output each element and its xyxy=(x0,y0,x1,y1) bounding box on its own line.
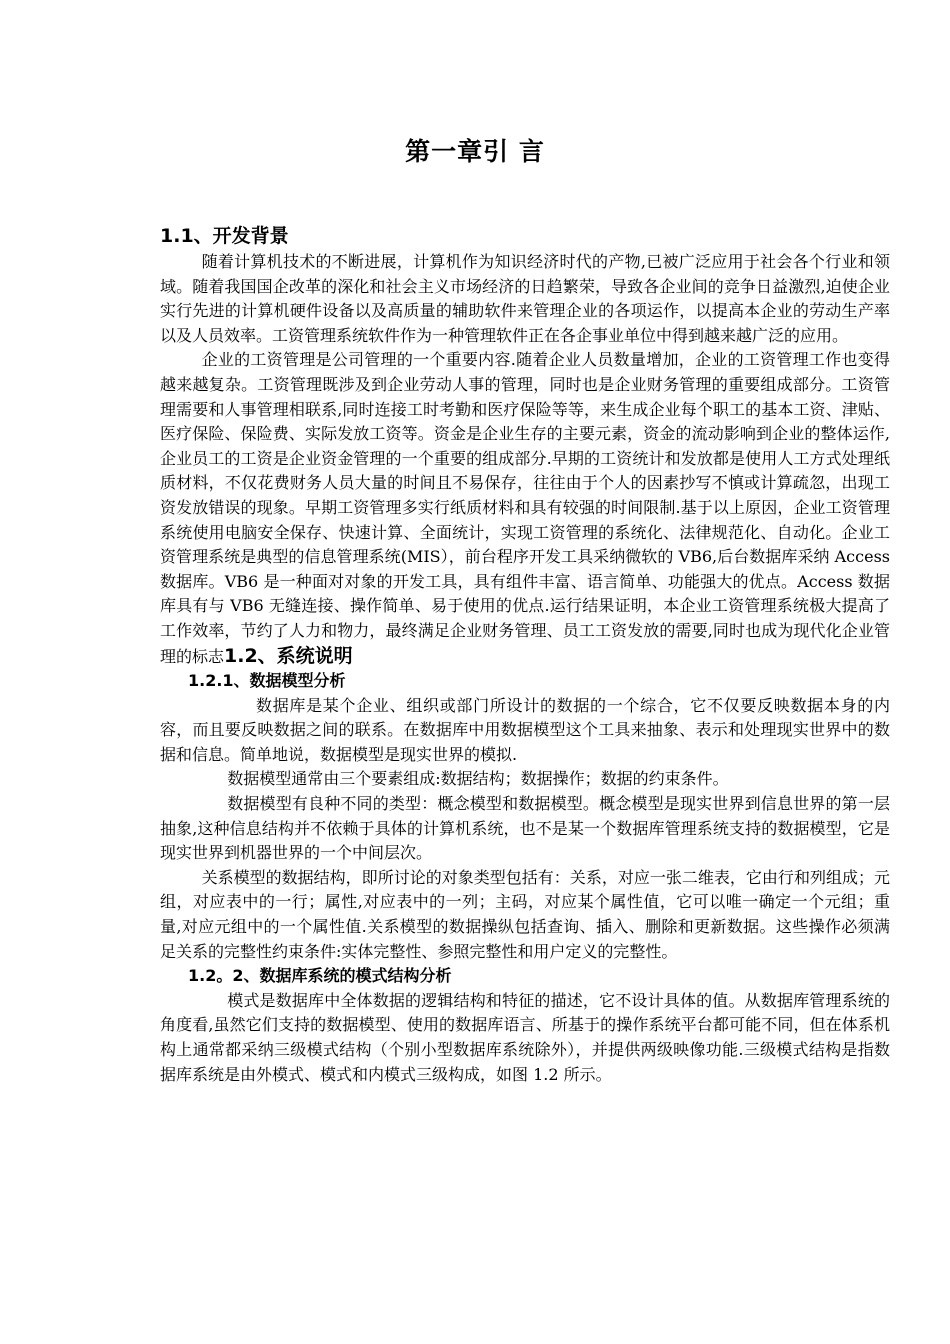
paragraph-schema-1: 模式是数据库中全体数据的逻辑结构和特征的描述，它不设计具体的值。从数据库管理系统的角度看,虽然它们支持的数据模型、使用的数据库语言、所基于的操作系统平台都可能不同，但在体系机构上通常都采纳三级模式结构（个别小型数据库系统除外），并提供两级映像功能.三级模式结构是指数据库系统是由外模式、模式和内模式三级构成，如图 1.2 所示。 xyxy=(160,990,890,1084)
paragraph-background-2 xyxy=(160,348,890,669)
chapter-title: 第一章引 言 xyxy=(405,137,545,166)
section-heading-1-2: 1.2、系统说明 xyxy=(224,644,353,667)
subsection-heading-1-2-2: 1.2。2、数据库系统的模式结构分析 xyxy=(188,966,452,986)
paragraph-background-1: 随着计算机技术的不断进展，计算机作为知识经济时代的产物,已被广泛应用于社会各个行业和领域。随着我国国企改革的深化和社会主义市场经济的日趋繁荣，导致各企业间的竞争日益激烈,迫使企业实行先进的计算机硬件设备以及高质量的辅助软件来管理企业的各项运作，以提高本企业的劳动生产率以及人员效率。工资管理系统软件作为一种管理软件正在各企事业单位中得到越来越广泛的应用。 xyxy=(160,252,890,345)
paragraph-data-model-2: 数据模型通常由三个要素组成:数据结构；数据操作；数据的约束条件。 xyxy=(227,769,729,789)
paragraph-data-model-4: 关系模型的数据结构，即所讨论的对象类型包括有：关系，对应一张二维表，它由行和列组成；元组，对应表中的一行；属性,对应表中的一列；主码，对应某个属性值，它可以唯一确定一个元组；重量,对应元组中的一个属性值.关系模型的数据操纵包括查询、插入、删除和更新数据。这些操作必须满足关系的完整性约束条件:实体完整性、参照完整性和用户定义的完整性。 xyxy=(160,867,890,961)
subsection-heading-1-2-1: 1.2.1、数据模型分析 xyxy=(188,671,346,691)
paragraph-background-2-text: 企业的工资管理是公司管理的一个重要内容.随着企业人员数量增加，企业的工资管理工作也变得越来越复杂。工资管理既涉及到企业劳动人事的管理，同时也是企业财务管理的重要组成部分。工资管理需要和人事管理相联系,同时连接工时考勤和医疗保险等等，来生成企业每个职工的基本工资、津贴、医疗保险、保险费、实际发放工资等。资金是企业生存的主要元素，资金的流动影响到企业的整体运作,企业员工的工资是企业资金管理的一个重要的组成部分.早期的工资统计和发放都是使用人工方式处理纸质材料，不仅花费财务人员大量的时间且不易保存，往往由于个人的因素抄写不慎或计算疏忽，出现工资发放错误的现象。早期工资管理多实行纸质材料和具有较强的时间限制.基于以上原因，企业工资管理系统使用电脑安全保存、快速计算、全面统计，实现工资管理的系统化、法律规范化、自动化。企业工资管理系统是典型的信息管理系统(MIS），前台程序开发工具采纳微软的 VB6,后台数据库采纳 Access 数据库。VB6 是一种面对对象的开发工具，具有组件丰富、语言简单、功能强大的优点。Access 数据库具有与 VB6 无缝连接、操作简单、易于使用的优点.运行结果证明，本企业工资管理系统极大提高了工作效率，节约了人力和物力，最终满足企业财务管理、员工工资发放的需要,同时也成为现代化企业管理的标志 xyxy=(160,350,890,666)
section-heading-1-1: 1.1、开发背景 xyxy=(160,225,289,247)
paragraph-data-model-1: 数据库是某个企业、组织或部门所设计的数据的一个综合，它不仅要反映数据本身的内容，而且要反映数据之间的联系。在数据库中用数据模型这个工具来抽象、表示和处理现实世界中的数据和信息。简单地说，数据模型是现实世界的模拟. xyxy=(160,695,890,764)
paragraph-data-model-3: 数据模型有良种不同的类型：概念模型和数据模型。概念模型是现实世界到信息世界的第一层抽象,这种信息结构并不依赖于具体的计算机系统，也不是某一个数据库管理系统支持的数据模型，它是现实世界到机器世界的一个中间层次。 xyxy=(160,794,890,863)
document-body xyxy=(160,222,890,1087)
